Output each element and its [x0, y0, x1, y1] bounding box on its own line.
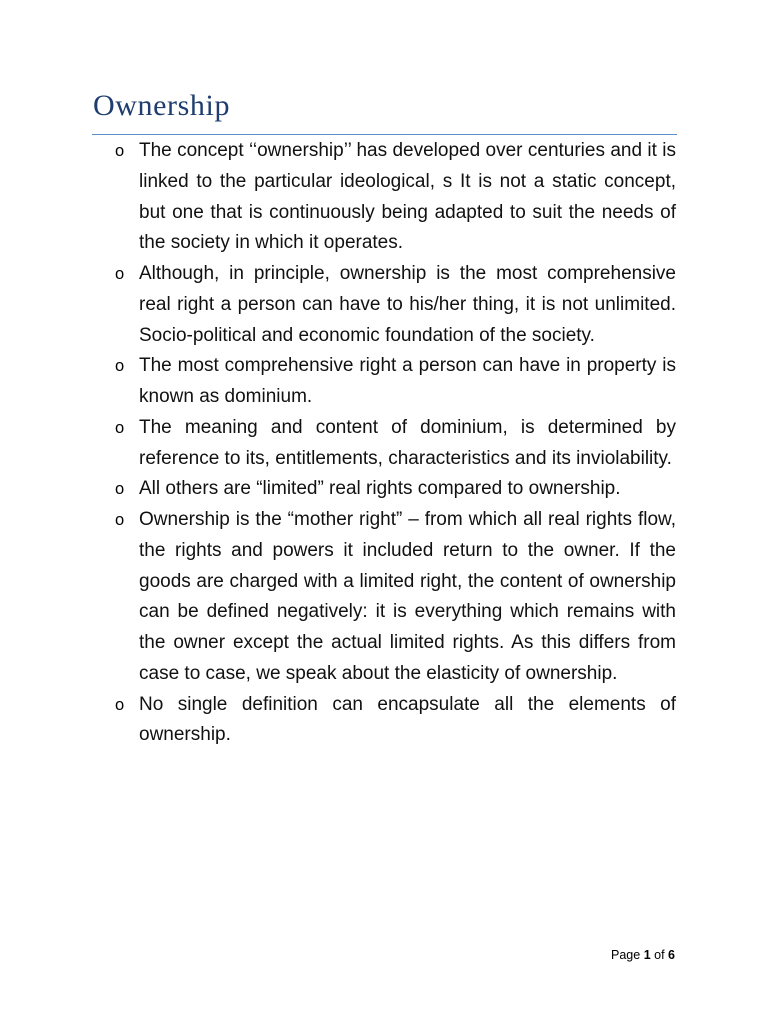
list-item: [114, 351, 676, 413]
bullet-marker: o: [115, 357, 125, 376]
bullet-list: [114, 136, 676, 751]
list-item: [114, 413, 676, 475]
total-pages-number: 6: [668, 948, 675, 962]
bullet-text: The meaning and content of dominium, is determined by reference to its, entitlements, characteristics and its inviolability.: [139, 416, 676, 469]
bullet-marker: o: [115, 142, 125, 160]
list-item: [114, 690, 676, 752]
list-item: [114, 505, 676, 690]
bullet-text: All others are “limited” real rights compared to ownership.: [139, 478, 621, 500]
page-number-footer: [611, 946, 675, 964]
bullet-text: No single definition can encapsulate all the elements of ownership.: [139, 693, 676, 746]
bullet-text: The most comprehensive right a person can have in property is known as dominium.: [139, 355, 676, 407]
title-underline: [92, 134, 677, 135]
bullet-marker: o: [115, 480, 125, 499]
bullet-text: Although, in principle, ownership is the most comprehensive real right a person can have to his/her thing, it is not unlimited. Socio-political and economic foundation of the society.: [139, 263, 676, 346]
of-label: of: [654, 948, 665, 962]
bullet-marker: o: [115, 418, 125, 437]
page-title: Ownership: [93, 89, 231, 122]
bullet-marker: o: [115, 265, 125, 283]
bullet-text: Ownership is the “mother right” – from which all real rights flow, the rights and powers it included return to the owner. If the goods are charged with a limited right, the content of ownership can be defined negatively: it is everything which remains with the owner except the actual limited rights. As this differs from case to case, we speak about the elasticity of ownership.: [139, 509, 676, 684]
bullet-marker: o: [115, 695, 125, 714]
list-item: [114, 259, 676, 351]
list-item: [114, 474, 676, 505]
page-label: Page: [611, 948, 641, 962]
bullet-marker: o: [115, 511, 125, 529]
bullet-text: The concept ‘‘ownership’’ has developed over centuries and it is linked to the particular ideological, s It is not a static concept, but one that is continuously being adapted to suit the needs of the society in which it operates.: [139, 140, 676, 254]
list-item: [114, 136, 676, 259]
current-page-number: 1: [643, 948, 651, 962]
